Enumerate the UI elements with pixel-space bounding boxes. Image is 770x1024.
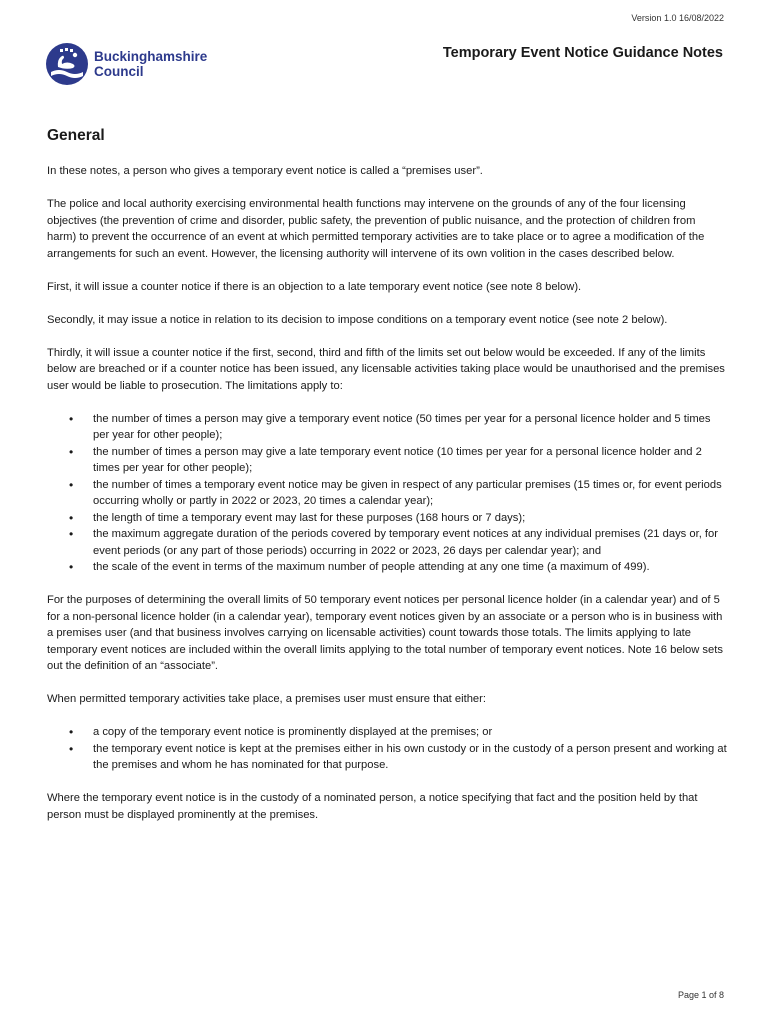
council-logo: [45, 42, 207, 86]
list-item: • the length of time a temporary event may last for these purposes (168 hours or 7 days);: [93, 510, 727, 527]
list-item: • the number of times a person may give a late temporary event notice (10 times per year for a personal licence holder and 2 times per year for other people);: [93, 444, 727, 477]
list-item: • a copy of the temporary event notice is prominently displayed at the premises; or: [93, 724, 727, 741]
limits-list: [47, 411, 727, 576]
page-number: Page 1 of 8: [677, 990, 724, 1000]
paragraph-when-permitted: When permitted temporary activities take place, a premises user must ensure that either:: [47, 693, 486, 705]
swan-crest-icon: [45, 42, 89, 86]
list-item: • the temporary event notice is kept at the premises either in his own custody or in the custody of a person present and working at the premises and whom he has nominated for that purpose.: [93, 741, 727, 774]
paragraph-overall-limits: For the purposes of determining the overall limits of 50 temporary event notices per personal licence holder (in a calendar year) and of 5 for a non-personal licence holder (in a calendar year), temporary event notices given by an associate or a person who is in business with a premises user (and that business involves carrying on licensable activities) count towards those totals. The limits applying to late temporary event notices are included within the overall limits applying to the total number of temporary event notices. Note 16 below sets out the definition of an “associate”.: [47, 594, 723, 672]
logo-line1: Buckinghamshire: [94, 49, 208, 64]
paragraph-secondly: Secondly, it may issue a notice in relation to its decision to impose conditions on a temporary event notice (see note 2 below).: [47, 313, 668, 326]
list-item: • the number of times a person may give a temporary event notice (50 times per year for a personal licence holder and 5 times per year for other people);: [93, 411, 727, 444]
list-item: • the number of times a temporary event notice may be given in respect of any particular premises (15 times or, for event periods occurring wholly or partly in 2022 or 2023, 20 times a calendar year);: [93, 477, 727, 510]
paragraph-intervention: The police and local authority exercising environmental health functions may intervene on the grounds of any of the four licensing objectives (the prevention of crime and disorder, public safety, the prevention of public nuisance, and the protection of children from harm) to prevent the occurrence of an event at which permitted temporary activities are to take place or to agree a modification of the arrangements for such an event. However, the licensing authority will intervene of its own volition in the cases described below.: [47, 198, 705, 260]
version-label: Version 1.0 16/08/2022: [631, 13, 724, 23]
paragraph-first: First, it will issue a counter notice if there is an objection to a late temporary event notice (see note 8 below).: [47, 280, 582, 293]
section-heading: General: [47, 127, 105, 144]
list-item: • the maximum aggregate duration of the periods covered by temporary event notices at any individual premises (21 days or, for event periods (or any part of those periods) occurring in 2022 or 2023, 26 days per calendar year); and: [93, 526, 727, 559]
paragraph-intro: In these notes, a person who gives a temporary event notice is called a “premises user”.: [47, 165, 483, 177]
document-title: Temporary Event Notice Guidance Notes: [442, 45, 723, 61]
list-item: • the scale of the event in terms of the maximum number of people attending at any one time (a maximum of 499).: [93, 559, 727, 576]
paragraph-custody: Where the temporary event notice is in the custody of a nominated person, a notice specifying that fact and the position held by that person must be displayed prominently at the premises.: [47, 792, 698, 821]
paragraph-thirdly: Thirdly, it will issue a counter notice if the first, second, third and fifth of the limits set out below would be exceeded. If any of the limits below are breached or if a counter notice has been issued, any licensable activities taking place would be unauthorised and the premises user would be liable to prosecution. The limitations apply to:: [47, 346, 725, 392]
logo-line2: Council: [94, 64, 144, 79]
display-list: [47, 724, 727, 774]
document-body: [47, 163, 727, 840]
